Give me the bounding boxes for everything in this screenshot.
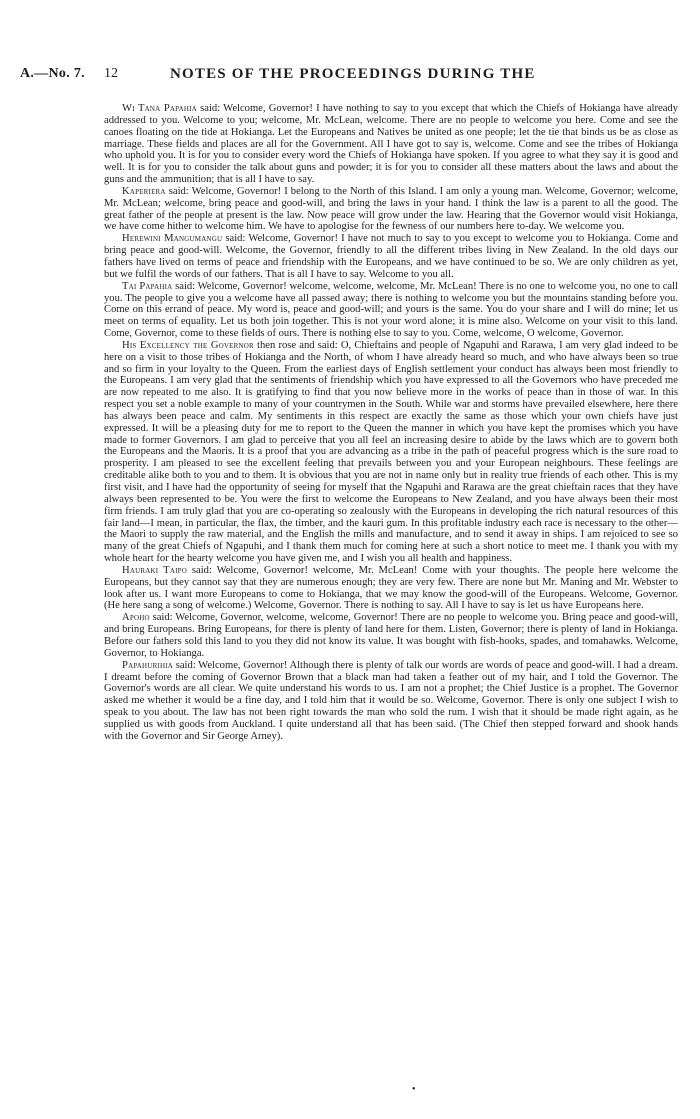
speaker-name: Kaperiera	[122, 185, 166, 197]
paragraph	[104, 186, 678, 233]
footer-mark: •	[412, 1084, 416, 1095]
speaker-name: Papahurihia	[122, 659, 174, 671]
paragraph-text: said: Welcome, Governor! welcome, Mr. McLean! Come with your thoughts. The people here welcome the Europeans, but they cannot say that they are numerous enough; they are very few. There are none but Mr. Maning and Mr. Webster to look after us. I want more Europeans to come to Hokianga, that we may know the good-will of the Europeans. Welcome, Governor. (He here sang a song of welcome.) Welcome, Governor. There is nothing to say. All I have to say is let us have Europeans here.	[104, 564, 678, 612]
paragraph-text: said: Welcome, Governor! welcome, welcome, welcome, Mr. McLean! There is no one to welcome you, no one to call you. The people to give you a welcome have all passed away; there is nothing to welcome you but the mountains standing before you. Come on this errand of peace. My word is, peace and good-will; and yours is the same. You do your share and I will do mine; let us meet on terms of equality. Let us both join together. This is not your word alone; it is mine also. Welcome on your visit to this land. Come, Governor, come to these fields of ours. There is nothing else to say to you. Come, welcome, O welcome, Governor.	[104, 280, 678, 340]
speaker-name: His Excellency the Governor	[122, 339, 254, 351]
paragraph-text: said: Welcome, Governor! I belong to the North of this Island. I am only a young man. Welcome, Governor; welcome, Mr. McLean; welcome, bring peace and good-will, and bring the laws in your hand. I think the law is a parent to all the good. The great father of the people at present is the law. Now peace will grow under the law. Hearing that the Governor would visit Hokianga, we have come hither to welcome him. We have to apologise for the fewness of our numbers here to-day. We welcome you.	[104, 185, 678, 233]
paragraph	[104, 660, 678, 743]
paragraph	[104, 612, 678, 659]
paragraph	[104, 340, 678, 565]
speaker-name: Wi Tana Papahia	[122, 103, 197, 114]
paragraph	[104, 281, 678, 340]
paragraph-text: said: Welcome, Governor, welcome, welcome, Governor! There are no people to welcome you. Bring peace and good-will, and bring Europeans. Bring Europeans, for there is plenty of land here for them. Listen, Governor; there is plenty of land in Hokianga. Before our fathers sold this land to you they did not know its value. It was bought with fish-hooks, spades, and tomahawks. Welcome, Governor, to Hokianga.	[104, 612, 678, 659]
page-header	[20, 66, 680, 86]
paragraph-text: said: Welcome, Governor! I have not much to say to you except to welcome you to Hokianga. Come and bring peace and good-will. Welcome, the Governor, friendly to all the different tribes living in New Zealand. In the old days our fathers have lived on terms of peace and friendship with the Europeans, and we have continued to be so. We are only children as yet, but we fulfil the words of our fathers. That is all I have to say. Welcome to you all.	[104, 233, 678, 280]
paragraph	[104, 565, 678, 612]
body-text	[104, 103, 678, 1103]
speaker-name: Apoho	[122, 612, 150, 624]
paragraph	[104, 103, 678, 186]
running-title: NOTES OF THE PROCEEDINGS DURING THE	[170, 66, 536, 82]
paragraph	[104, 233, 678, 280]
paragraph-text: then rose and said: O, Chieftains and people of Ngapuhi and Rarawa, I am very glad indeed to be here on a visit to those tribes of Hokianga and the North, of whom I have already heard so much, and who have always been so true and so firm in your loyalty to the Queen. From the earliest days of English settlement your conduct has always been most friendly to the Europeans. I am very glad that the sentiments of friendship which you have expressed to all the Governors who have preceded me are now repeated to me also. It is gratifying to find that you now believe more in the works of peace than in those of war. In this respect you set a noble example to many of your countrymen in the South. While war and storms have prevailed elsewhere, here there has always been peace and calm. My sentiments in this respect are exactly the same as those which your own chiefs have just expressed. It will be a pleasing duty for me to report to the Queen the manner in which you have kept the promises which you have made to former Governors. I am glad to perceive that you all feel an increasing desire to abide by the laws which are to govern both the Europeans and the Maoris. It is a proof that you are advancing as a tribe in the path of peaceful progress which is the sure road to prosperity. I am pleased to see the excellent feeling that prevails between you and your European neighbours. These feelings are creditable alike both to you and to them. It is obvious that you are not in name only but in reality true friends of each other. This is my first visit, and I have had the opportunity of seeing for myself that the Ngapuhi and Rarawa are the great chieftain races that they have always been represented to be. You were the first to welcome the Europeans to New Zealand, and you have always been their most firm friends. I am truly glad that you are co-operating so zealously with the Europeans in developing the rich natural resources of this fair land—I mean, in particular, the flax, the timber, and the kauri gum. In this profitable industry each race is necessary to the other—the Maori to supply the raw material, and the English the mills and manufacture, and to send it away in ships. I am rejoiced to see so many of the great Chiefs of Ngapuhi, and I thank them much for coming here at such a short notice to meet me. I thank you with my whole heart for the hearty welcome you have given me, and I wish you all health and happiness.	[104, 339, 678, 565]
speaker-name: Tai Papahia	[122, 280, 173, 292]
speaker-name: Herewini Mangumangu	[122, 233, 223, 245]
speaker-name: Hauraki Taipo	[122, 564, 187, 576]
paragraph-text: said: Welcome, Governor! I have nothing to say to you except that which the Chiefs of Hokianga have already addressed to you. Welcome to you; welcome, Mr. McLean, welcome. There are no people to welcome you here. Come and see the canoes floating on the tide at Hokianga. Let the Europeans and Natives be united as one people; let the tie that binds us be as close as marriage. These fields and places are all for the Government. All I have got to say is, welcome. Come and see the tribes of Hokianga who uphold you. It is for you to consider every word the Chiefs of Hokianga have spoken. If you agree to what they say it is good and well. It is for you to consider the talk about guns and powder; it is for you to consider all these matters about the laws and about the guns and the ammunition; that is all I have to say.	[104, 103, 678, 186]
page-number: 12	[104, 66, 118, 81]
paragraph-text: said: Welcome, Governor! Although there is plenty of talk our words are words of peace and good-will. I had a dream. I dreamt before the coming of Governor Brown that a black man had taken a feather out of my hair, and I told the Governor. The Governor's words are all clear. We quite understand his words to us. I am not a prophet; the Chief Justice is a prophet. The Governor asked me whether it would be a fine day, and I told him that it would be so. Welcome, Governor. There is only one subject I wish to speak to you about. The law has not been right towards the man who sold the rum. I wish that it should be made right again, as he supplied us with goods from Auckland. I quite understand all that has been said. (The Chief then stepped forward and shook hands with the Governor and Sir George Arney).	[104, 659, 678, 742]
document-reference: A.—No. 7.	[20, 66, 85, 81]
